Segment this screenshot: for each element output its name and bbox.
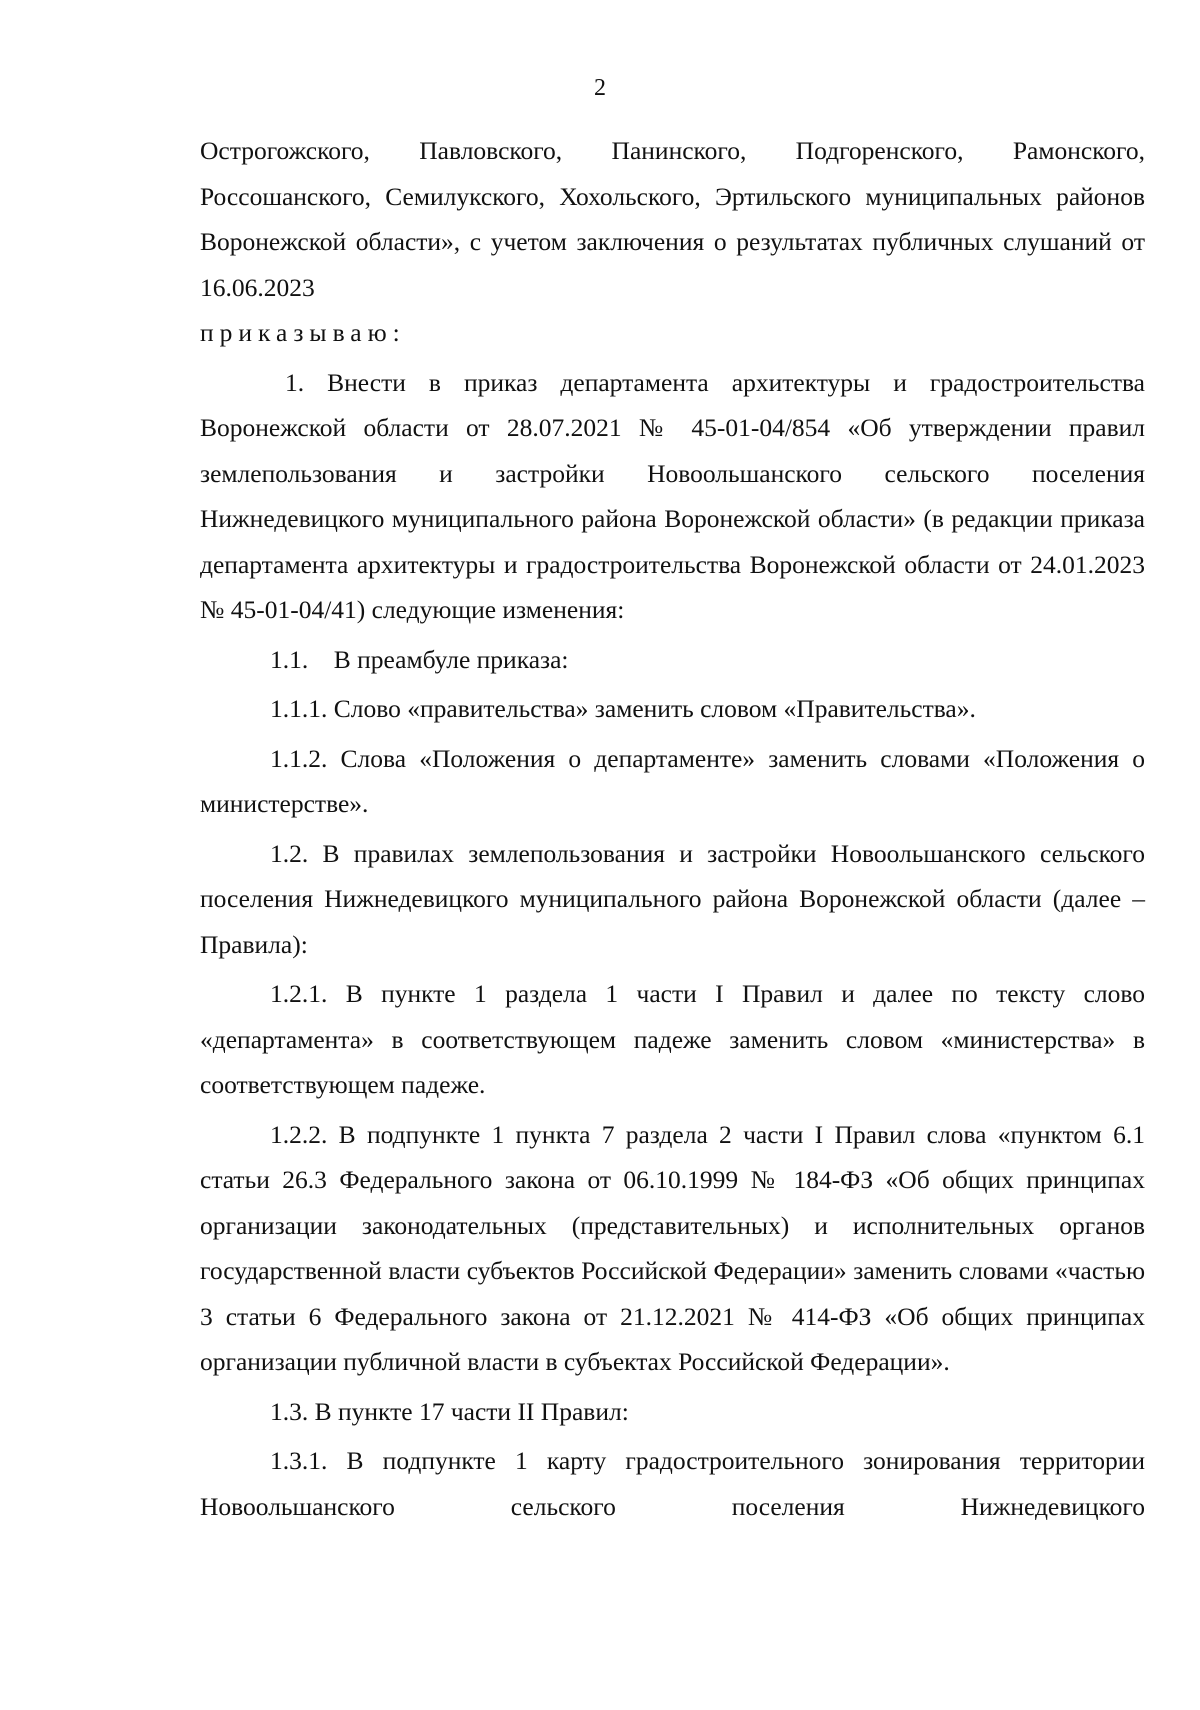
paragraph-item-1-3: 1.3. В пункте 17 части II Правил: bbox=[270, 1396, 629, 1426]
document-body bbox=[200, 128, 1145, 1529]
paragraph-item-1-1-2: 1.1.2. Слова «Положения о департаменте» заменить словами «Положения о министерстве». bbox=[200, 743, 1145, 818]
paragraph-item-1-1: 1.1. В преамбуле приказа: bbox=[270, 644, 569, 674]
paragraph-order-word: приказываю: bbox=[200, 318, 406, 347]
paragraph-item-1-3-1: 1.3.1. В подпункте 1 карту градостроительного зонирования территории Новоольшанского сельского поселения Нижнедевицкого bbox=[200, 1446, 1145, 1521]
paragraph-item-1-2-1: 1.2.1. В пункте 1 раздела 1 части I Правил и далее по тексту слово «департамента» в соответствующем падеже заменить словом «министерства» в соответствующем падеже. bbox=[200, 979, 1145, 1099]
paragraph-preamble-continuation: Острогожского, Павловского, Панинского, Подгоренского, Рамонского, Россошанского, Семилукского, Хохольского, Эртильского муниципальных районов Воронежской области», с учетом заключения о результатах публичных слушаний от 16.06.2023 bbox=[200, 136, 1145, 302]
paragraph-item-1-2: 1.2. В правилах землепользования и застройки Новоольшанского сельского поселения Нижнедевицкого муниципального района Воронежской области (далее – Правила): bbox=[200, 838, 1145, 959]
paragraph-item-1-2-2: 1.2.2. В подпункте 1 пункта 7 раздела 2 части I Правил слова «пунктом 6.1 статьи 26.3 Федерального закона от 06.10.1999 № 184-ФЗ «Об общих принципах организации законодательных (представительных) и исполнительных органов государственной власти субъектов Российской Федерации» заменить словами «частью 3 статьи 6 Федерального закона от 21.12.2021 № 414-ФЗ «Об общих принципах организации публичной власти в субъектах Российской Федерации». bbox=[200, 1119, 1145, 1376]
paragraph-item-1: 1. Внести в приказ департамента архитектуры и градостроительства Воронежской области от 28.07.2021 № 45-01-04/854 «Об утверждении правил землепользования и застройки Новоольшанского сельского поселения Нижнедевицкого муниципального района Воронежской области» (в редакции приказа департамента архитектуры и градостроительства Воронежской области от 24.01.2023 № 45-01-04/41) следующие изменения: bbox=[200, 367, 1145, 624]
page-number: 2 bbox=[594, 75, 606, 101]
paragraph-item-1-1-1: 1.1.1. Слово «правительства» заменить словом «Правительства». bbox=[270, 694, 976, 723]
